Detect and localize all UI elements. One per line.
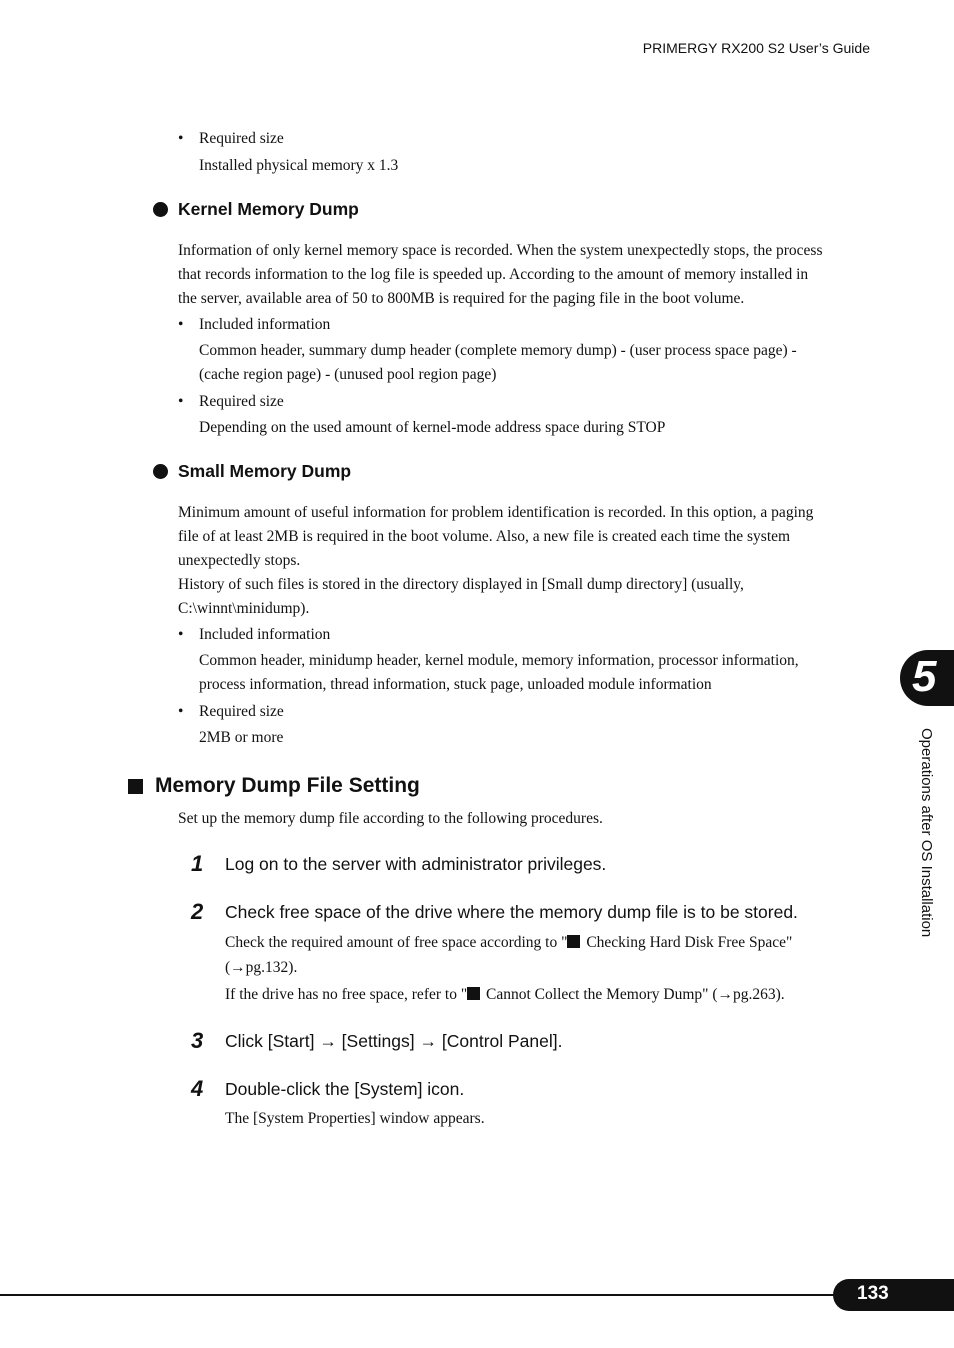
bullet-label: Required size	[199, 393, 284, 410]
footer-rule	[0, 1294, 850, 1296]
bullet-value: Installed physical memory x 1.3	[199, 157, 399, 174]
bullet-value-line: (cache region page) - (unused pool region page)	[199, 366, 497, 383]
paragraph-line: History of such files is stored in the directory displayed in [Small dump directory] (usually,	[178, 576, 744, 593]
step-number: 4	[191, 1076, 204, 1101]
chapter-side-label: Operations after OS Installation	[918, 728, 935, 938]
step-number: 2	[191, 899, 204, 924]
paragraph-line: unexpectedly stops.	[178, 552, 301, 569]
bullet-dot: •	[178, 393, 184, 410]
page-number-box	[833, 1279, 954, 1311]
paragraph-line: C:\winnt\minidump).	[178, 600, 310, 617]
chapter-number: 5	[912, 652, 937, 701]
square-reference-icon	[567, 935, 580, 948]
bullet-dot: •	[178, 626, 184, 643]
note-text: Check the required amount of free space according to "	[225, 934, 568, 951]
small-dump-heading: Small Memory Dump	[178, 461, 352, 481]
chapter-tab	[900, 650, 954, 706]
kernel-dump-paragraph	[178, 239, 823, 311]
step-text: Click [Start] → [Settings] → [Control Panel].	[225, 1031, 563, 1051]
kernel-dump-heading: Kernel Memory Dump	[178, 199, 359, 219]
section-heading: Memory Dump File Setting	[155, 774, 420, 797]
bullet-dot: •	[178, 130, 184, 147]
step-number: 1	[191, 851, 204, 876]
paragraph-line: that records information to the log file is speeded up. According to the amount of memory installed in	[178, 266, 809, 283]
note-text: If the drive has no free space, refer to "	[225, 986, 468, 1003]
square-reference-icon	[467, 987, 480, 1000]
paragraph-line: Minimum amount of useful information for problem identification is recorded. In this option, a paging	[178, 504, 814, 521]
bullet-label: Required size	[199, 703, 284, 720]
bullet-label: Included information	[199, 316, 331, 333]
step-note	[225, 983, 785, 1007]
circle-bullet-icon	[153, 464, 168, 479]
step-text: Check free space of the drive where the memory dump file is to be stored.	[225, 902, 798, 922]
bullet-label: Included information	[199, 626, 331, 643]
page-number: 133	[857, 1283, 889, 1304]
step-note	[225, 931, 792, 955]
bullet-label: Required size	[199, 130, 284, 147]
bullet-value: 2MB or more	[199, 729, 284, 746]
running-header: PRIMERGY RX200 S2 User’s Guide	[642, 40, 870, 56]
circle-bullet-icon	[153, 202, 168, 217]
square-bullet-icon	[128, 779, 143, 794]
bullet-dot: •	[178, 316, 184, 333]
cross-reference-link[interactable]: Checking Hard Disk Free Space"	[582, 934, 793, 951]
cross-reference-link[interactable]: Cannot Collect the Memory Dump" (→pg.263).	[482, 986, 785, 1003]
bullet-value-line: Common header, summary dump header (complete memory dump) - (user process space page) -	[199, 342, 797, 359]
step-text: Double-click the [System] icon.	[225, 1079, 465, 1099]
step-text: Log on to the server with administrator privileges.	[225, 854, 607, 874]
bullet-dot: •	[178, 703, 184, 720]
paragraph-line: file of at least 2MB is required in the boot volume. Also, a new file is created each time the system	[178, 528, 791, 545]
paragraph-line: Information of only kernel memory space is recorded. When the system unexpectedly stops, the process	[178, 242, 823, 259]
bullet-value: Depending on the used amount of kernel-mode address space during STOP	[199, 419, 666, 436]
bullet-value-line: Common header, minidump header, kernel module, memory information, processor information,	[199, 652, 799, 669]
step-number: 3	[191, 1028, 204, 1053]
page-reference[interactable]: (→pg.132).	[225, 959, 298, 976]
section-intro: Set up the memory dump file according to the following procedures.	[178, 810, 603, 827]
bullet-value-line: process information, thread information, stuck page, unloaded module information	[199, 676, 712, 693]
step-note: The [System Properties] window appears.	[225, 1110, 485, 1127]
paragraph-line: the server, available area of 50 to 800MB is required for the paging file in the boot volume.	[178, 290, 745, 307]
small-dump-paragraph	[178, 501, 813, 621]
